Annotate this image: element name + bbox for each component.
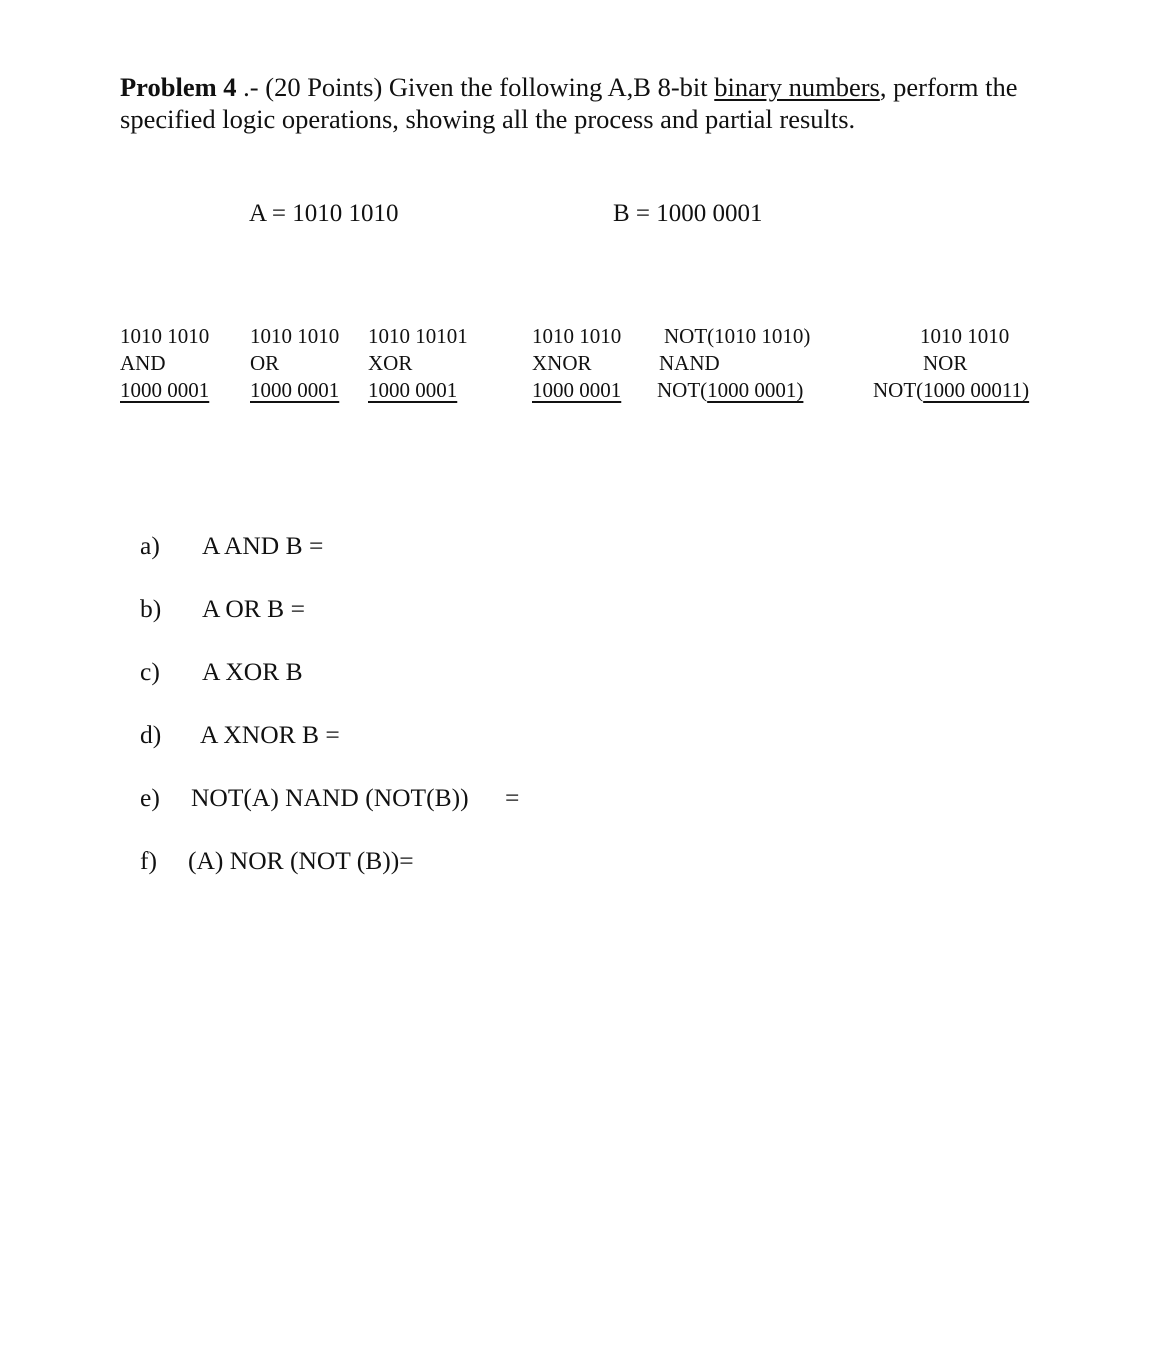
underlined-term: binary numbers [714,72,880,102]
operand-bottom: 1000 0001 [120,378,210,402]
problem-intro: .- (20 Points) Given the following A,B 8-bit [236,72,715,102]
question-b-label: b) [140,594,162,623]
operand-bottom: 1000 0001 [368,378,458,402]
not-prefix: NOT( [657,378,708,402]
operation-xnor [532,323,621,404]
problem-label: Problem 4 [120,72,237,102]
question-e-text: NOT(A) NAND (NOT(B)) [191,783,469,812]
question-f-label: f) [140,846,157,875]
operand-top: 1010 1010 [532,324,622,348]
question-d-label: d) [140,720,162,749]
operand-bottom-row [657,377,810,404]
operator-label: NOR [923,351,968,375]
not-prefix: NOT( [873,378,924,402]
given-b: B = 1000 0001 [613,200,763,227]
operation-or [250,323,339,404]
operator-label: XNOR [532,351,592,375]
operation-nor [873,323,1029,404]
question-d-text: A XNOR B = [200,720,340,749]
operator-label: NAND [659,351,720,375]
operand-bottom: 1000 0001) [707,378,804,402]
operand-top: NOT(1010 1010) [664,324,811,348]
question-f-text: (A) NOR (NOT (B))= [188,846,414,875]
question-c-label: c) [140,657,160,686]
problem-rest: , perform the specified logic operations, showing all the process and partial results. [120,72,1018,134]
operand-top: 1010 1010 [250,324,340,348]
operand-bottom: 1000 0001 [532,378,622,402]
question-e-equals: = [505,783,520,812]
operand-top: 1010 1010 [920,324,1010,348]
operator-label: OR [250,351,280,375]
question-a-label: a) [140,531,160,560]
operator-label: XOR [368,351,413,375]
operand-top: 1010 10101 [368,324,468,348]
operand-bottom-row [873,377,1029,404]
question-b-text: A OR B = [202,594,305,623]
operation-xor [368,323,468,404]
problem-statement [120,71,1080,135]
operand-bottom: 1000 0001 [250,378,340,402]
question-e-label: e) [140,783,160,812]
operand-bottom: 1000 00011) [923,378,1030,402]
operand-top: 1010 1010 [120,324,210,348]
given-a: A = 1010 1010 [249,200,399,227]
operator-label: AND [120,351,166,375]
operation-nand [657,323,810,404]
question-a-text: A AND B = [202,531,324,560]
question-c-text: A XOR B [202,657,303,686]
operation-and [120,323,209,404]
